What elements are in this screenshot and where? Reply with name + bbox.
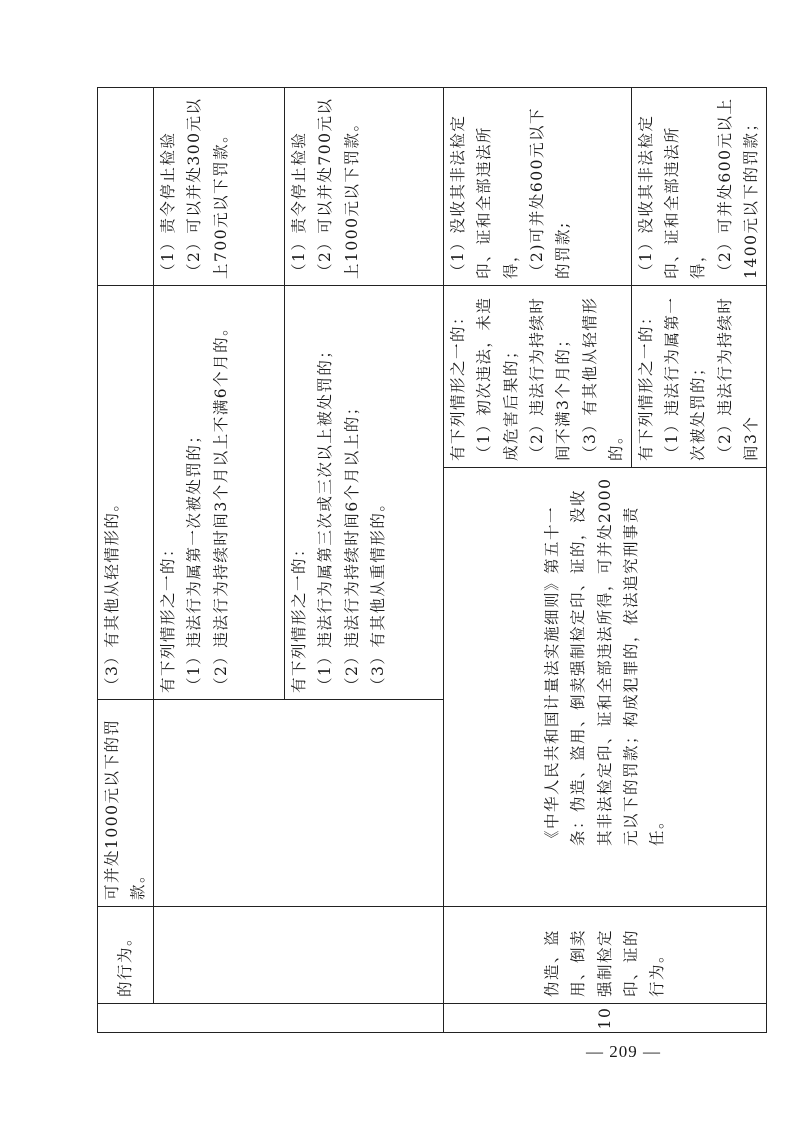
violation-behavior-cell: 伪造、盗用、倒卖强制检定印、证的行为。 — [443, 907, 766, 1004]
circumstance-cell: 有下列情形之一的： （1）违法行为属第一次被处罚的； （2）违法行为持续时间3个月以上不满6个月的。 — [153, 286, 284, 700]
penalty-standard-table — [97, 87, 767, 1033]
legal-basis-cell: 可并处1000元以下的罚款。 — [98, 700, 154, 907]
penalty-cell: （1）没收其非法检定印、证和全部违法所得， （2)可并处600元以下的罚款; — [443, 88, 631, 286]
row-number-cell: 10 — [443, 1004, 766, 1033]
violation-behavior-cell: 的行为。 — [98, 907, 154, 1004]
row-number-cell — [98, 1004, 444, 1033]
page-number: — 209 — — [586, 1042, 661, 1061]
circumstance-cell: 有下列情形之一的： （1）违法行为属第一次被处罚的； （2）违法行为持续时间3个 — [631, 286, 766, 468]
circumstance-cell: 有下列情形之一的： （1）初次违法，未造成危害后果的； （2）违法行为持续时间不满3个月的； （3）有其他从轻情形的。 — [443, 286, 631, 468]
rotated-page-content — [97, 88, 761, 1033]
legal-basis-cell: 《中华人民共和国计量法实施细则》第五十一条：伪造、盗用、倒卖强制检定印、证的，没收其非法检定印、证和全部违法所得，可并处2000元以下的罚款；构成犯罪的，依法追究刑事责任。 — [443, 468, 766, 907]
penalty-cell: （1）责令停止检验 （2）可以并处700元以上1000元以下罚款。 — [284, 88, 443, 286]
table-row — [98, 88, 154, 1033]
table-row — [443, 88, 631, 1033]
penalty-cell: （1）没收其非法检定印、证和全部违法所得， （2）可并处600元以上1400元以下的罚款； — [631, 88, 766, 286]
circumstance-cell: 有下列情形之一的： （1）违法行为属第三次或三次以上被处罚的； （2）违法行为持续时间6个月以上的； （3）有其他从重情形的。 — [284, 286, 443, 700]
penalty-cell: （1）责令停止检验 （2）可以并处300元以上700元以下罚款。 — [153, 88, 284, 286]
violation-behavior-cell — [153, 907, 443, 1004]
legal-basis-cell — [153, 700, 443, 907]
penalty-cell — [98, 88, 154, 286]
circumstance-cell: （3）有其他从轻情形的。 — [98, 286, 154, 700]
table-row — [153, 88, 284, 1033]
